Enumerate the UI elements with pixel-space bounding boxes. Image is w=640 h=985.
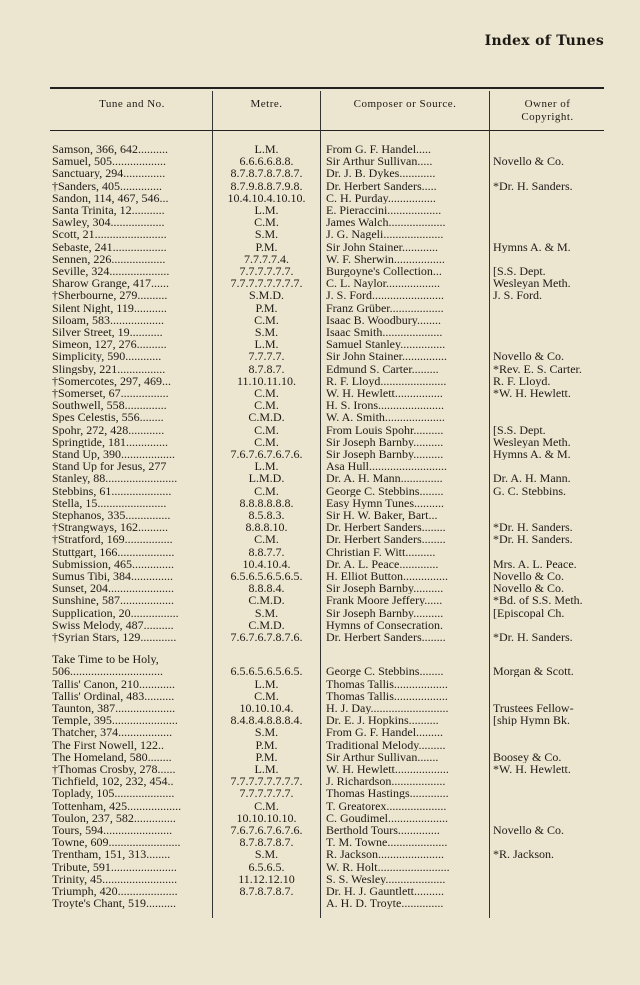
table-row (0, 897, 640, 909)
tune-cell: Sharow Grange, 417...... (52, 277, 169, 290)
metre-cell: S.M. (254, 228, 279, 241)
metre-cell: 10.4.10.4.10.10. (227, 191, 306, 204)
owner-cell: Mrs. A. L. Peace. (493, 557, 577, 570)
composer-cell: Dr. E. J. Hopkins.......... (326, 714, 439, 727)
col-header-tune: Tune and No. (99, 98, 165, 110)
metre-cell: C.M.D. (248, 594, 285, 607)
composer-cell: Thomas Tallis.................. (326, 689, 448, 702)
tune-cell: Stuttgart, 166................... (52, 545, 175, 558)
tune-cell: Toulon, 237, 582.............. (52, 811, 176, 824)
composer-cell: Dr. Herbert Sanders........ (326, 521, 446, 534)
metre-cell: 6.6.6.6.8.8. (239, 155, 294, 168)
tune-cell: The First Nowell, 122.. (52, 738, 164, 751)
metre-cell: 10.10.10.10. (236, 811, 297, 824)
composer-cell: Dr. Herbert Sanders........ (326, 533, 446, 546)
composer-cell: From Louis Spohr.......... (326, 423, 444, 436)
tune-cell: Sawley, 304.................. (52, 216, 165, 229)
metre-cell: 10.4.10.4. (242, 557, 291, 570)
composer-cell: Sir Joseph Barnby.......... (326, 606, 444, 619)
owner-cell: Boosey & Co. (493, 750, 562, 763)
metre-cell: 7.6.7.6.7.8.7.6. (230, 631, 303, 643)
metre-cell: 10.10.10.4. (239, 702, 294, 714)
metre-cell: C.M. (254, 423, 279, 436)
col-header-composer: Composer or Source. (353, 98, 457, 110)
composer-cell: Burgoyne's Collection... (326, 265, 442, 277)
composer-cell: W. R. Holt........................ (326, 860, 450, 873)
table-row (0, 678, 640, 690)
owner-cell: Novello & Co. (493, 155, 564, 168)
composer-cell: James Walch................... (326, 216, 446, 229)
metre-cell: 8.7.8.7.8.7.8.7. (230, 167, 303, 180)
composer-cell: Hymns of Consecration. (326, 618, 443, 631)
composer-cell: Dr. A. H. Mann.............. (326, 472, 443, 485)
metre-cell: S.M.D. (248, 289, 284, 302)
composer-cell: Traditional Melody......... (326, 738, 446, 751)
tune-cell: Sandon, 114, 467, 546... (52, 191, 169, 204)
tune-cell: Temple, 395...................... (52, 714, 178, 727)
tune-cell: Trentham, 151, 313........ (52, 848, 171, 861)
owner-cell: [S.S. Dept. (493, 423, 546, 436)
owner-cell: *R. Jackson. (493, 848, 554, 861)
top-rule (50, 87, 604, 89)
table-row (0, 497, 640, 509)
tune-cell: Sumus Tibi, 384.............. (52, 570, 174, 582)
owner-cell: [S.S. Dept. (493, 265, 546, 277)
table-row (0, 350, 640, 362)
table-row (0, 607, 640, 619)
table-row (0, 436, 640, 448)
tune-cell: Sebaste, 241.................. (52, 240, 167, 253)
owner-cell: Trustees Fellow- (493, 702, 574, 714)
composer-cell: Sir John Stainer............ (326, 240, 439, 253)
col-header-owner-line2: Copyright. (521, 111, 574, 123)
tune-cell: Towne, 609........................ (52, 836, 181, 849)
tune-cell: Simplicity, 590............ (52, 350, 162, 363)
table-row (0, 253, 640, 265)
owner-cell: *W. H. Hewlett. (493, 763, 571, 775)
owner-cell: Novello & Co. (493, 570, 564, 582)
tune-cell: Triumph, 420.................... (52, 885, 178, 897)
composer-cell: Christian F. Witt.......... (326, 545, 436, 558)
metre-cell: L.M. (254, 204, 279, 216)
tune-cell: Thatcher, 374.................. (52, 726, 173, 739)
table-row (0, 714, 640, 726)
table-row (0, 375, 640, 387)
table-row (0, 619, 640, 631)
composer-cell: Asa Hull.......................... (326, 460, 447, 473)
tune-cell: The Homeland, 580........ (52, 750, 172, 763)
composer-cell: Sir Arthur Sullivan....... (326, 750, 439, 763)
owner-cell: [ship Hymn Bk. (493, 714, 571, 727)
metre-cell: P.M. (255, 301, 278, 314)
owner-cell: *Bd. of S.S. Meth. (493, 594, 583, 607)
composer-cell: J. Richardson.................. (326, 775, 446, 788)
metre-cell: C.M. (254, 533, 279, 546)
tune-cell: Simeon, 127, 276.......... (52, 338, 167, 351)
tune-cell: †Sanders, 405.............. (52, 179, 162, 192)
owner-cell: *Dr. H. Sanders. (493, 533, 573, 546)
composer-cell: W. A. Smith.................... (326, 411, 445, 424)
metre-cell: 8.7.8.7. (248, 362, 285, 375)
table-row (0, 800, 640, 812)
table-row (0, 241, 640, 253)
metre-cell: 11.12.12.10 (238, 872, 295, 885)
tune-cell: Swiss Melody, 487.......... (52, 618, 174, 631)
metre-cell: 6.5.6.5. (248, 860, 285, 873)
col-header-owner-line1: Owner of (524, 98, 571, 110)
table-row (0, 326, 640, 338)
composer-cell: R. F. Lloyd...................... (326, 374, 447, 387)
metre-cell: C.M. (254, 689, 279, 702)
composer-cell: Sir Joseph Barnby.......... (326, 582, 444, 595)
metre-cell: C.M.D. (248, 411, 285, 424)
metre-cell: 7.7.7.7.7.7.7.7. (230, 775, 303, 788)
composer-cell: H. Elliot Button............... (326, 570, 449, 582)
table-row (0, 533, 640, 545)
tune-cell: Taunton, 387.................... (52, 702, 176, 714)
metre-cell: 8.7.8.7.8.7. (239, 885, 294, 897)
metre-cell: S.M. (254, 606, 279, 619)
page-header: Index of Tunes (484, 33, 604, 49)
header-rule (50, 130, 604, 131)
tune-cell: Tours, 594....................... (52, 824, 173, 836)
metre-cell: L.M.D. (248, 472, 285, 485)
composer-cell: From G. F. Handel..... (326, 143, 432, 155)
metre-cell: 7.7.7.7.7.7.7.7. (230, 277, 303, 290)
owner-cell: *Dr. H. Sanders. (493, 179, 573, 192)
metre-cell: P.M. (255, 750, 278, 763)
metre-cell: 8.7.9.8.8.7.9.8. (230, 179, 303, 192)
metre-cell: 8.8.8.10. (245, 521, 288, 534)
table-row (0, 848, 640, 860)
composer-cell: J. G. Nageli.................... (326, 228, 444, 241)
composer-cell: Franz Grüber.................. (326, 301, 444, 314)
tune-cell: Siloam, 583.................. (52, 313, 165, 326)
metre-cell: C.M. (254, 799, 279, 812)
table-row (0, 387, 640, 399)
table-row (0, 363, 640, 375)
composer-cell: W. H. Hewlett.................. (326, 763, 449, 775)
tune-cell: Sanctuary, 294.............. (52, 167, 166, 180)
metre-cell: C.M. (254, 216, 279, 229)
composer-cell: Isaac Smith.................... (326, 326, 443, 338)
tune-cell: Stanley, 88........................ (52, 472, 178, 485)
tune-cell: Scott, 21........................ (52, 228, 167, 241)
metre-cell: 8.8.8.8.8.8. (239, 496, 294, 509)
table-row (0, 570, 640, 582)
composer-cell: H. J. Day.......................... (326, 702, 449, 714)
metre-cell: S.M. (254, 326, 279, 338)
owner-cell: *Rev. E. S. Carter. (493, 362, 582, 375)
owner-cell: J. S. Ford. (493, 289, 543, 302)
tune-cell: Stella, 15....................... (52, 496, 167, 509)
tune-cell: Stand Up, 390.................. (52, 448, 175, 460)
metre-cell: 7.7.7.7.4. (244, 252, 289, 265)
composer-cell: T. M. Towne.................... (326, 836, 448, 849)
table-row (0, 787, 640, 799)
tune-cell: Spes Celestis, 556........ (52, 411, 164, 424)
owner-cell: *W. H. Hewlett. (493, 387, 571, 399)
table-row (0, 690, 640, 702)
metre-cell: C.M. (254, 387, 279, 399)
tune-cell: Take Time to be Holy, (52, 653, 159, 666)
metre-cell: L.M. (254, 338, 279, 351)
owner-cell: R. F. Lloyd. (493, 374, 551, 387)
table-row (0, 216, 640, 228)
table-row (0, 739, 640, 751)
tune-cell: Tallis' Canon, 210............ (52, 677, 175, 690)
table-row (0, 775, 640, 787)
composer-cell: Frank Moore Jeffery...... (326, 594, 443, 607)
composer-cell: C. L. Naylor.................. (326, 277, 440, 290)
composer-cell: C. H. Purday................ (326, 191, 436, 204)
metre-cell: 6.5.6.5.6.5.6.5. (230, 570, 303, 582)
owner-cell: [Episcopal Ch. (493, 606, 565, 619)
table-row (0, 472, 640, 484)
tune-cell: Spohr, 272, 428............ (52, 423, 165, 436)
table-row (0, 143, 640, 155)
tune-cell: Tallis' Ordinal, 483.......... (52, 689, 175, 702)
metre-cell: 8.8.8.4. (248, 582, 285, 595)
composer-cell: Isaac B. Woodbury........ (326, 313, 442, 326)
table-row (0, 702, 640, 714)
table-row (0, 314, 640, 326)
composer-cell: Thomas Hastings............. (326, 787, 449, 800)
table-row (0, 521, 640, 533)
tune-cell: Supplication, 20................ (52, 606, 179, 619)
table-row (0, 485, 640, 497)
table-row (0, 582, 640, 594)
table-row (0, 192, 640, 204)
metre-cell: L.M. (254, 460, 279, 473)
metre-cell: L.M. (254, 677, 279, 690)
composer-cell: Sir H. W. Baker, Bart... (326, 509, 438, 521)
composer-cell: George C. Stebbins........ (326, 484, 444, 497)
metre-cell: 7.7.7.7.7.7. (239, 787, 294, 800)
metre-cell: 6.5.6.5.6.5.6.5. (230, 665, 303, 678)
composer-cell: Sir Joseph Barnby.......... (326, 435, 444, 448)
tune-cell: Seville, 324.................... (52, 265, 170, 277)
metre-cell: 8.8.7.7. (248, 545, 285, 558)
table-row (0, 763, 640, 775)
composer-cell: R. Jackson...................... (326, 848, 444, 861)
owner-cell: *Dr. H. Sanders. (493, 631, 573, 643)
owner-cell: Hymns A. & M. (493, 448, 571, 460)
composer-cell: Dr. Herbert Sanders..... (326, 179, 437, 192)
table-row (0, 558, 640, 570)
table-row (0, 885, 640, 897)
metre-cell: P.M. (255, 240, 278, 253)
tune-cell: Samson, 366, 642.......... (52, 143, 169, 155)
metre-cell: C.M.D. (248, 618, 285, 631)
composer-cell: T. Greatorex.................... (326, 799, 447, 812)
table-row (0, 836, 640, 848)
composer-cell: From G. F. Handel......... (326, 726, 444, 739)
metre-cell: 7.7.7.7.7.7. (239, 265, 294, 277)
owner-cell: G. C. Stebbins. (493, 484, 567, 497)
composer-cell: Dr. J. B. Dykes............ (326, 167, 436, 180)
table-row (0, 509, 640, 521)
tune-cell: Springtide, 181.............. (52, 435, 168, 448)
composer-cell: Samuel Stanley............... (326, 338, 446, 351)
metre-cell: C.M. (254, 484, 279, 497)
tune-cell: †Somerset, 67................ (52, 387, 169, 399)
metre-cell: 8.5.8.3. (248, 509, 285, 521)
composer-cell: George C. Stebbins........ (326, 665, 444, 678)
tune-cell: Southwell, 558.............. (52, 399, 167, 412)
tune-cell: †Syrian Stars, 129............ (52, 631, 177, 643)
composer-cell: S. S. Wesley.................... (326, 872, 446, 885)
tune-cell: †Strangways, 162.......... (52, 521, 168, 534)
tune-cell: †Sherbourne, 279.......... (52, 289, 168, 302)
table-row (0, 751, 640, 763)
owner-cell: Morgan & Scott. (493, 665, 574, 678)
owner-cell: Novello & Co. (493, 824, 564, 836)
table-row (0, 546, 640, 558)
tune-cell: Santa Trinita, 12........... (52, 204, 165, 216)
col-header-metre: Metre. (250, 98, 283, 110)
table-row (0, 726, 640, 738)
table-row (0, 338, 640, 350)
tune-cell: †Stratford, 169................ (52, 533, 173, 546)
composer-cell: W. H. Hewlett................ (326, 387, 443, 399)
composer-cell: C. Goudimel.................... (326, 811, 448, 824)
table-row (0, 861, 640, 873)
owner-cell: Hymns A. & M. (493, 240, 571, 253)
tune-cell: 506............................... (52, 665, 163, 678)
table-row (0, 277, 640, 289)
composer-cell: W. F. Sherwin................. (326, 252, 445, 265)
table-row (0, 653, 640, 665)
tune-cell: Samuel, 505.................. (52, 155, 166, 168)
table-row (0, 631, 640, 643)
metre-cell: 8.7.8.7.8.7. (239, 836, 294, 849)
table-row (0, 812, 640, 824)
owner-cell: Wesleyan Meth. (493, 277, 571, 290)
metre-cell: S.M. (254, 726, 279, 739)
composer-cell: A. H. D. Troyte.............. (326, 897, 444, 910)
composer-cell: Thomas Tallis.................. (326, 677, 448, 690)
tune-cell: Sennen, 226.................. (52, 252, 166, 265)
metre-cell: L.M. (254, 143, 279, 155)
table-row (0, 289, 640, 301)
composer-cell: H. S. Irons...................... (326, 399, 445, 412)
tune-cell: Stephanos, 335............... (52, 509, 171, 521)
metre-cell: 11.10.11.10. (236, 374, 297, 387)
tune-cell: Sunshine, 587.................. (52, 594, 175, 607)
metre-cell: S.M. (254, 848, 279, 861)
table-row (0, 460, 640, 472)
composer-cell: Berthold Tours.............. (326, 824, 440, 836)
metre-cell: 7.7.7.7. (248, 350, 285, 363)
tune-cell: Sunset, 204...................... (52, 582, 175, 595)
tune-cell: †Somercotes, 297, 469... (52, 374, 171, 387)
table-row (0, 594, 640, 606)
owner-cell: Novello & Co. (493, 582, 564, 595)
table-row (0, 448, 640, 460)
tune-cell: Tichfield, 102, 232, 454.. (52, 775, 174, 788)
composer-cell: Edmund S. Carter......... (326, 362, 439, 375)
table-row (0, 873, 640, 885)
metre-cell: C.M. (254, 435, 279, 448)
tune-cell: Stebbins, 61.................... (52, 484, 172, 497)
composer-cell: Sir John Stainer............... (326, 350, 448, 363)
tune-cell: Trinity, 45......................... (52, 872, 178, 885)
owner-cell: Wesleyan Meth. (493, 435, 571, 448)
tune-cell: Tottenham, 425.................. (52, 799, 182, 812)
table-row (0, 411, 640, 423)
table-row (0, 399, 640, 411)
metre-cell: C.M. (254, 313, 279, 326)
table-row (0, 180, 640, 192)
table-row (0, 302, 640, 314)
tune-cell: Tribute, 591...................... (52, 860, 177, 873)
tune-cell: Slingsby, 221................ (52, 362, 166, 375)
table-row (0, 155, 640, 167)
tune-cell: †Thomas Crosby, 278...... (52, 763, 176, 775)
owner-cell: *Dr. H. Sanders. (493, 521, 573, 534)
tune-cell: Toplady, 105.................... (52, 787, 175, 800)
metre-cell: 8.4.8.4.8.8.8.4. (230, 714, 303, 727)
metre-cell: C.M. (254, 399, 279, 412)
tune-cell: Troyte's Chant, 519.......... (52, 897, 177, 910)
owner-cell: Novello & Co. (493, 350, 564, 363)
composer-cell: Sir Joseph Barnby.......... (326, 448, 444, 460)
composer-cell: Sir Arthur Sullivan..... (326, 155, 433, 168)
composer-cell: Dr. A. L. Peace............. (326, 557, 439, 570)
tune-cell: Silent Night, 119........... (52, 301, 167, 314)
owner-cell: Dr. A. H. Mann. (493, 472, 571, 485)
metre-cell: 7.6.7.6.7.6.7.6. (230, 824, 303, 836)
metre-cell: P.M. (255, 738, 278, 751)
table-row (0, 665, 640, 677)
composer-cell: E. Pieraccini.................. (326, 204, 442, 216)
metre-cell: L.M. (254, 763, 279, 775)
tune-cell: Stand Up for Jesus, 277 (52, 460, 167, 473)
table-row (0, 824, 640, 836)
composer-cell: Dr. Herbert Sanders........ (326, 631, 446, 643)
tune-cell: Silver Street, 19........... (52, 326, 163, 338)
composer-cell: J. S. Ford........................ (326, 289, 445, 302)
tune-cell: Submission, 465.............. (52, 557, 175, 570)
table-row (0, 424, 640, 436)
table-row (0, 265, 640, 277)
col-header-owner (490, 98, 605, 124)
table-row (0, 204, 640, 216)
composer-cell: Dr. H. J. Gauntlett.......... (326, 885, 444, 897)
table-row (0, 167, 640, 179)
metre-cell: 7.6.7.6.7.6.7.6. (230, 448, 303, 460)
table-row (0, 228, 640, 240)
composer-cell: Easy Hymn Tunes.......... (326, 496, 445, 509)
